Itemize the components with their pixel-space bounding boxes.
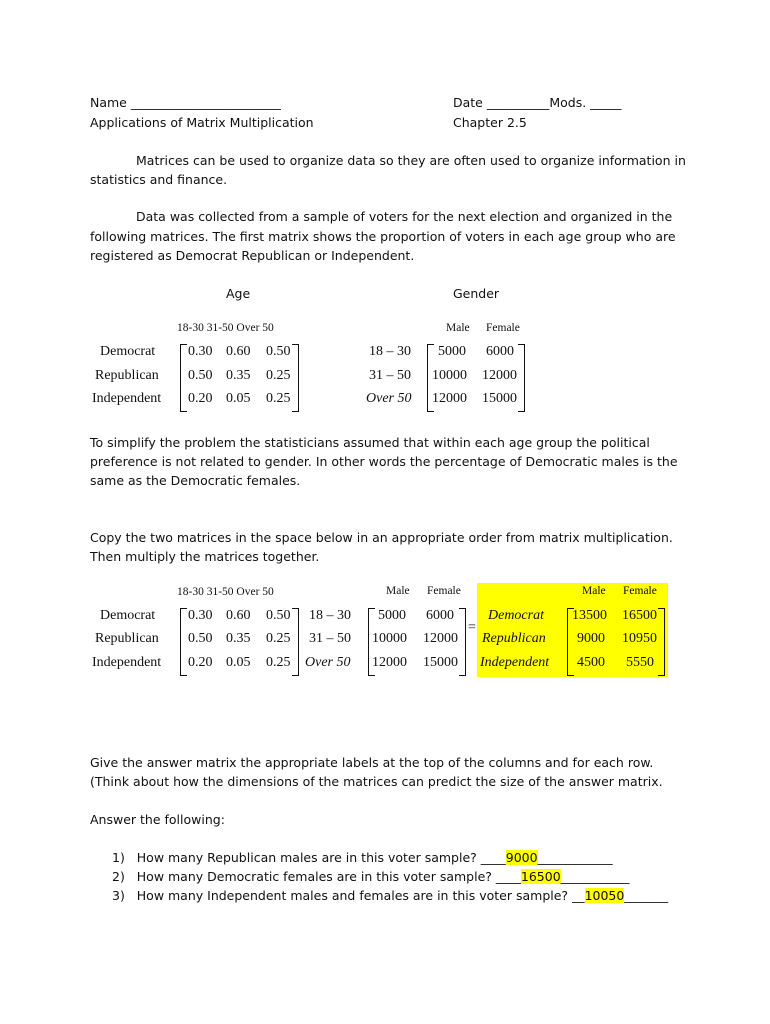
product-age-column-headers: 18-30 31-50 Over 50 <box>177 586 274 598</box>
product-gender-cell: 12000 <box>423 631 458 646</box>
product-gender-cell: 5000 <box>378 608 406 623</box>
answer-blank: ____ <box>495 869 521 884</box>
answer-blank: ___________ <box>560 869 630 884</box>
result-matrix-cell: 10950 <box>622 631 657 646</box>
question-text: How many Republican males are in this voter sample? <box>136 850 477 865</box>
result-matrix-cell: 9000 <box>577 631 605 646</box>
gender-col-male: Male <box>446 322 470 334</box>
gender-matrix-title: Gender <box>453 286 500 301</box>
gender-matrix-cell: 10000 <box>432 368 467 383</box>
question-number: 1) <box>112 850 125 865</box>
answer-value: 9000 <box>505 850 538 865</box>
result-row-label-independent: Independent <box>480 655 550 670</box>
question-number: 2) <box>112 869 125 884</box>
result-col-female: Female <box>623 585 657 597</box>
age-matrix-right-bracket <box>292 344 299 412</box>
age-matrix-cell: 0.60 <box>226 344 251 359</box>
equals-sign: = <box>468 620 476 635</box>
result-row-label-republican: Republican <box>482 631 546 646</box>
result-matrix-cell: 13500 <box>572 608 607 623</box>
intro-paragraph-1-line-2: statistics and finance. <box>90 172 228 187</box>
question-text: How many Democratic females are in this voter sample? <box>136 869 492 884</box>
chapter-label: Chapter 2.5 <box>453 115 527 130</box>
result-matrix-cell: 5550 <box>626 655 654 670</box>
age-column-headers: 18-30 31-50 Over 50 <box>177 322 274 334</box>
product-age-cell: 0.50 <box>266 608 291 623</box>
product-age-right-bracket <box>292 608 299 676</box>
row-label-democrat: Democrat <box>100 344 156 359</box>
gender-matrix-cell: 5000 <box>438 344 466 359</box>
product-gender-col-male: Male <box>386 585 410 597</box>
gender-col-female: Female <box>486 322 520 334</box>
intro-paragraph-1-line-1: Matrices can be used to organize data so they are often used to organize information in <box>136 153 686 168</box>
row-label-republican: Republican <box>95 368 159 383</box>
simplify-line-2: preference is not related to gender. In other words the percentage of Democratic males is the <box>90 454 678 469</box>
age-matrix-title: Age <box>226 286 251 301</box>
simplify-line-1: To simplify the problem the statisticians assumed that within each age group the political <box>90 435 650 450</box>
questions-heading: Answer the following: <box>90 812 225 827</box>
answer-value: 16500 <box>520 869 561 884</box>
product-gender-cell: 15000 <box>423 655 458 670</box>
product-gender-cell: 12000 <box>372 655 407 670</box>
question-1 <box>112 848 613 867</box>
age-matrix-cell: 0.25 <box>266 368 291 383</box>
product-age-cell: 0.20 <box>188 655 213 670</box>
age-matrix-cell: 0.20 <box>188 391 213 406</box>
gender-matrix-cell: 15000 <box>482 391 517 406</box>
gender-matrix-cell: 12000 <box>432 391 467 406</box>
age-matrix-cell: 0.05 <box>226 391 251 406</box>
age-matrix-cell: 0.50 <box>188 368 213 383</box>
row-label-independent: Independent <box>92 391 162 406</box>
answer-blank: ____________ <box>537 850 613 865</box>
product-age-cell: 0.50 <box>188 631 213 646</box>
gender-matrix-right-bracket <box>518 344 525 412</box>
answer-instruction-line-2: (Think about how the dimensions of the matrices can predict the size of the answer matrix. <box>90 774 663 789</box>
answer-blank: __ <box>572 888 585 903</box>
result-col-male: Male <box>582 585 606 597</box>
age-matrix-left-bracket <box>180 344 187 412</box>
copy-instruction-line-2: Then multiply the matrices together. <box>90 549 320 564</box>
result-row-label-democrat: Democrat <box>488 608 544 623</box>
age-matrix-cell: 0.30 <box>188 344 213 359</box>
intro-paragraph-2-line-1: Data was collected from a sample of voters for the next election and organized in the <box>136 209 673 224</box>
product-gender-right-bracket <box>459 608 466 676</box>
question-3 <box>112 886 668 905</box>
product-age-cell: 0.05 <box>226 655 251 670</box>
date-mods-label: Date __________Mods. _____ <box>453 95 622 110</box>
age-matrix-cell: 0.25 <box>266 391 291 406</box>
age-matrix-cell: 0.50 <box>266 344 291 359</box>
question-text: How many Independent males and females are in this voter sample? <box>136 888 569 903</box>
product-gender-cell: 10000 <box>372 631 407 646</box>
product-row-label-independent: Independent <box>92 655 162 670</box>
product-age-cell: 0.25 <box>266 655 291 670</box>
product-row-label-democrat: Democrat <box>100 608 156 623</box>
product-age-row-label-18-30: 18 – 30 <box>309 608 351 623</box>
result-matrix-right-bracket <box>658 608 665 676</box>
product-age-cell: 0.25 <box>266 631 291 646</box>
product-age-cell: 0.60 <box>226 608 251 623</box>
age-row-label-over-50: Over 50 <box>366 391 412 406</box>
simplify-line-3: same as the Democratic females. <box>90 473 301 488</box>
copy-instruction-line-1: Copy the two matrices in the space below in an appropriate order from matrix multiplication. <box>90 530 673 545</box>
question-2 <box>112 867 629 886</box>
age-matrix-cell: 0.35 <box>226 368 251 383</box>
product-age-row-label-over-50: Over 50 <box>305 655 351 670</box>
name-label: Name ________________________ <box>90 95 281 110</box>
answer-instruction-line-1: Give the answer matrix the appropriate labels at the top of the columns and for each row. <box>90 755 654 770</box>
worksheet-title: Applications of Matrix Multiplication <box>90 115 314 130</box>
product-gender-cell: 6000 <box>426 608 454 623</box>
question-number: 3) <box>112 888 125 903</box>
age-row-label-31-50: 31 – 50 <box>369 368 411 383</box>
product-row-label-republican: Republican <box>95 631 159 646</box>
gender-matrix-cell: 6000 <box>486 344 514 359</box>
product-age-cell: 0.30 <box>188 608 213 623</box>
result-matrix-cell: 16500 <box>622 608 657 623</box>
age-row-label-18-30: 18 – 30 <box>369 344 411 359</box>
product-age-cell: 0.35 <box>226 631 251 646</box>
product-gender-col-female: Female <box>427 585 461 597</box>
answer-value: 10050 <box>584 888 625 903</box>
result-matrix-cell: 4500 <box>577 655 605 670</box>
product-age-row-label-31-50: 31 – 50 <box>309 631 351 646</box>
answer-blank: ____ <box>480 850 506 865</box>
answer-blank: _______ <box>624 888 669 903</box>
intro-paragraph-2-line-2: following matrices. The first matrix shows the proportion of voters in each age group who are <box>90 229 676 244</box>
intro-paragraph-2-line-3: registered as Democrat Republican or Independent. <box>90 248 415 263</box>
product-age-left-bracket <box>180 608 187 676</box>
gender-matrix-cell: 12000 <box>482 368 517 383</box>
